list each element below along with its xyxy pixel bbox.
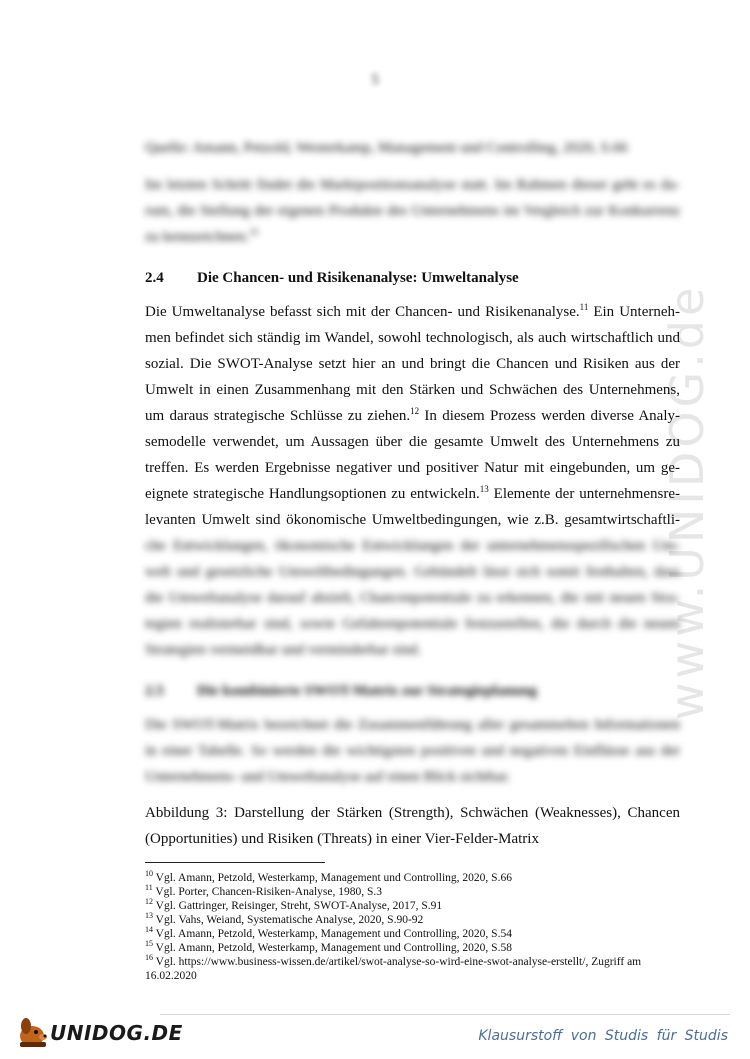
section-title: Die kombinierte SWOT-Matrix zur Strategieplanung: [197, 683, 537, 699]
text-line: Unternehmens- und Umweltanalyse auf einen Blick sichtbar.: [145, 769, 511, 785]
footnote-text: Vgl. Amann, Petzold, Westerkamp, Management und Controlling, 2020, S.66: [155, 872, 512, 884]
text-line: che Entwicklungen, ökonomische Entwicklungen der unternehmensspezifischen Um-: [145, 538, 680, 554]
figure-caption: [145, 800, 680, 852]
text-fragment: In diesem Prozess werden diverse Analy-: [419, 408, 680, 424]
footnote-text: Vgl. Amann, Petzold, Westerkamp, Management und Controlling, 2020, S.54: [155, 928, 512, 940]
footnote-text: Vgl. https://www.business-wissen.de/artikel/swot-analyse-so-wird-eine-swot-analyse-erstellt/, Zugriff am 16.02.2020: [145, 956, 642, 982]
footnote: [145, 899, 685, 913]
text-line: sozial. Die SWOT-Analyse setzt hier an und bringt die Chancen und Risiken aus der: [145, 356, 680, 372]
text-fragment: um daraus strategische Schlüsse zu ziehen.: [145, 408, 411, 424]
logo-text[interactable]: UNIDOG.DE: [50, 1021, 183, 1045]
footnote: [145, 927, 685, 941]
caption-line: (Opportunities) und Risiken (Threats) in einer Vier-Felder-Matrix: [145, 831, 539, 847]
text-line: [145, 403, 680, 429]
footnote-text: Vgl. Vahs, Weiand, Systematische Analyse, 2020, S.90-92: [155, 914, 424, 926]
footnote: [145, 913, 685, 927]
section-title: Die Chancen- und Risikenanalyse: Umweltanalyse: [197, 270, 519, 286]
text-fragment: zu kennzeichnen.: [145, 229, 250, 245]
footnote: [145, 871, 685, 885]
watermark: www.UNIDOG.de: [660, 283, 714, 720]
footnote-ref: 10: [249, 227, 259, 237]
footnotes: [145, 871, 685, 983]
text-line: rum, die Stellung der eigenen Produkte des Unternehmens im Vergleich zur Konkurrenz: [145, 203, 680, 219]
footnote-number: 16: [145, 953, 153, 963]
text-line: Im letzten Schritt findet die Marktpositionsanalyse statt. Im Rahmen dieser geht es da-: [145, 177, 680, 193]
text-line: men befindet sich ständig im Wandel, sowohl technologisch, als auch wirtschaftlich und: [145, 330, 680, 346]
figure-source-line: Quelle: Amann, Petzold, Westerkamp, Management und Controlling, 2020, S.66: [145, 140, 628, 156]
text-line: tegien realisierbar sind, sowie Gefahrenpotentiale festzustellen, die durch die neuen: [145, 616, 680, 632]
footnote-text: Vgl. Porter, Chancen-Risiken-Analyse, 1980, S.3: [155, 886, 383, 898]
text-fragment: Die Umweltanalyse befasst sich mit der Chancen- und Risikenanalyse.: [145, 304, 580, 320]
text-line: Umwelt in einen Zusammenhang mit den Stärken und Schwächen des Unternehmens,: [145, 382, 680, 398]
caption-line: Abbildung 3: Darstellung der Stärken (Strength), Schwächen (Weaknesses), Chancen: [145, 805, 680, 821]
page-number: 5: [371, 72, 379, 88]
text-line: die Umweltanalyse darauf abzielt, Chancenpotentiale zu erkennen, die mit neuen Stra-: [145, 590, 680, 606]
section-number: 2.5: [145, 683, 164, 699]
text-line: [145, 299, 680, 325]
footnote-number: 15: [145, 939, 153, 949]
text-line: semodelle verwendet, um Aussagen über die gesamte Umwelt des Unternehmens zu: [145, 434, 680, 450]
footnote: [145, 885, 685, 899]
section-heading-2-4: [145, 270, 519, 287]
text-fragment: Ein Unterneh-: [588, 304, 681, 320]
text-line: levanten Umwelt sind ökonomische Umweltbedingungen, wie z.B. gesamtwirtschaftli-: [145, 512, 680, 528]
footer-rule: [160, 1014, 730, 1015]
blurred-swot-paragraph: [145, 712, 680, 790]
footnote-number: 11: [145, 883, 153, 893]
footnote-number: 10: [145, 869, 153, 879]
footnote-ref: 12: [410, 406, 420, 416]
text-line: Strategien vermeidbar und verminderbar sind.: [145, 642, 422, 658]
section-heading-2-5: [145, 683, 537, 700]
footnote-ref: 11: [579, 302, 589, 312]
text-fragment: Elemente der unternehmensre-: [488, 486, 680, 502]
text-line: welt und gesetzliche Umweltbedingungen. Gebündelt lässt sich somit festhalten, dass: [145, 564, 680, 580]
footnote: [145, 941, 685, 955]
text-line: [145, 224, 680, 250]
footnote-number: 12: [145, 897, 153, 907]
footnote-text: Vgl. Amann, Petzold, Westerkamp, Management und Controlling, 2020, S.58: [155, 942, 512, 954]
text-line: Die SWOT-Matrix bezeichnet die Zusammenführung aller gesammelten Informationen: [145, 717, 680, 733]
footnote-separator: [145, 862, 325, 863]
section-number: 2.4: [145, 270, 164, 286]
footnote: [145, 955, 685, 983]
footnote-number: 14: [145, 925, 153, 935]
blurred-intro-paragraph: [145, 172, 680, 250]
body-paragraph: [145, 299, 680, 533]
text-fragment: eignete strategische Handlungsoptionen zu entwickeln.: [145, 486, 480, 502]
text-line: [145, 481, 680, 507]
tagline: Klausurstoff von Studis für Studis: [478, 1028, 728, 1044]
text-line: in einer Tabelle. So werden die wichtigsten positiven und negativen Einflüsse aus der: [145, 743, 680, 759]
footnote-ref: 13: [479, 484, 489, 494]
footnote-number: 13: [145, 911, 153, 921]
text-line: treffen. Es werden Ergebnisse negativer und positiver Natur mit eingebunden, um ge-: [145, 460, 680, 476]
footnote-text: Vgl. Gattringer, Reisinger, Streht, SWOT-Analyse, 2017, S.91: [155, 900, 443, 912]
blurred-body-paragraph: [145, 533, 680, 663]
